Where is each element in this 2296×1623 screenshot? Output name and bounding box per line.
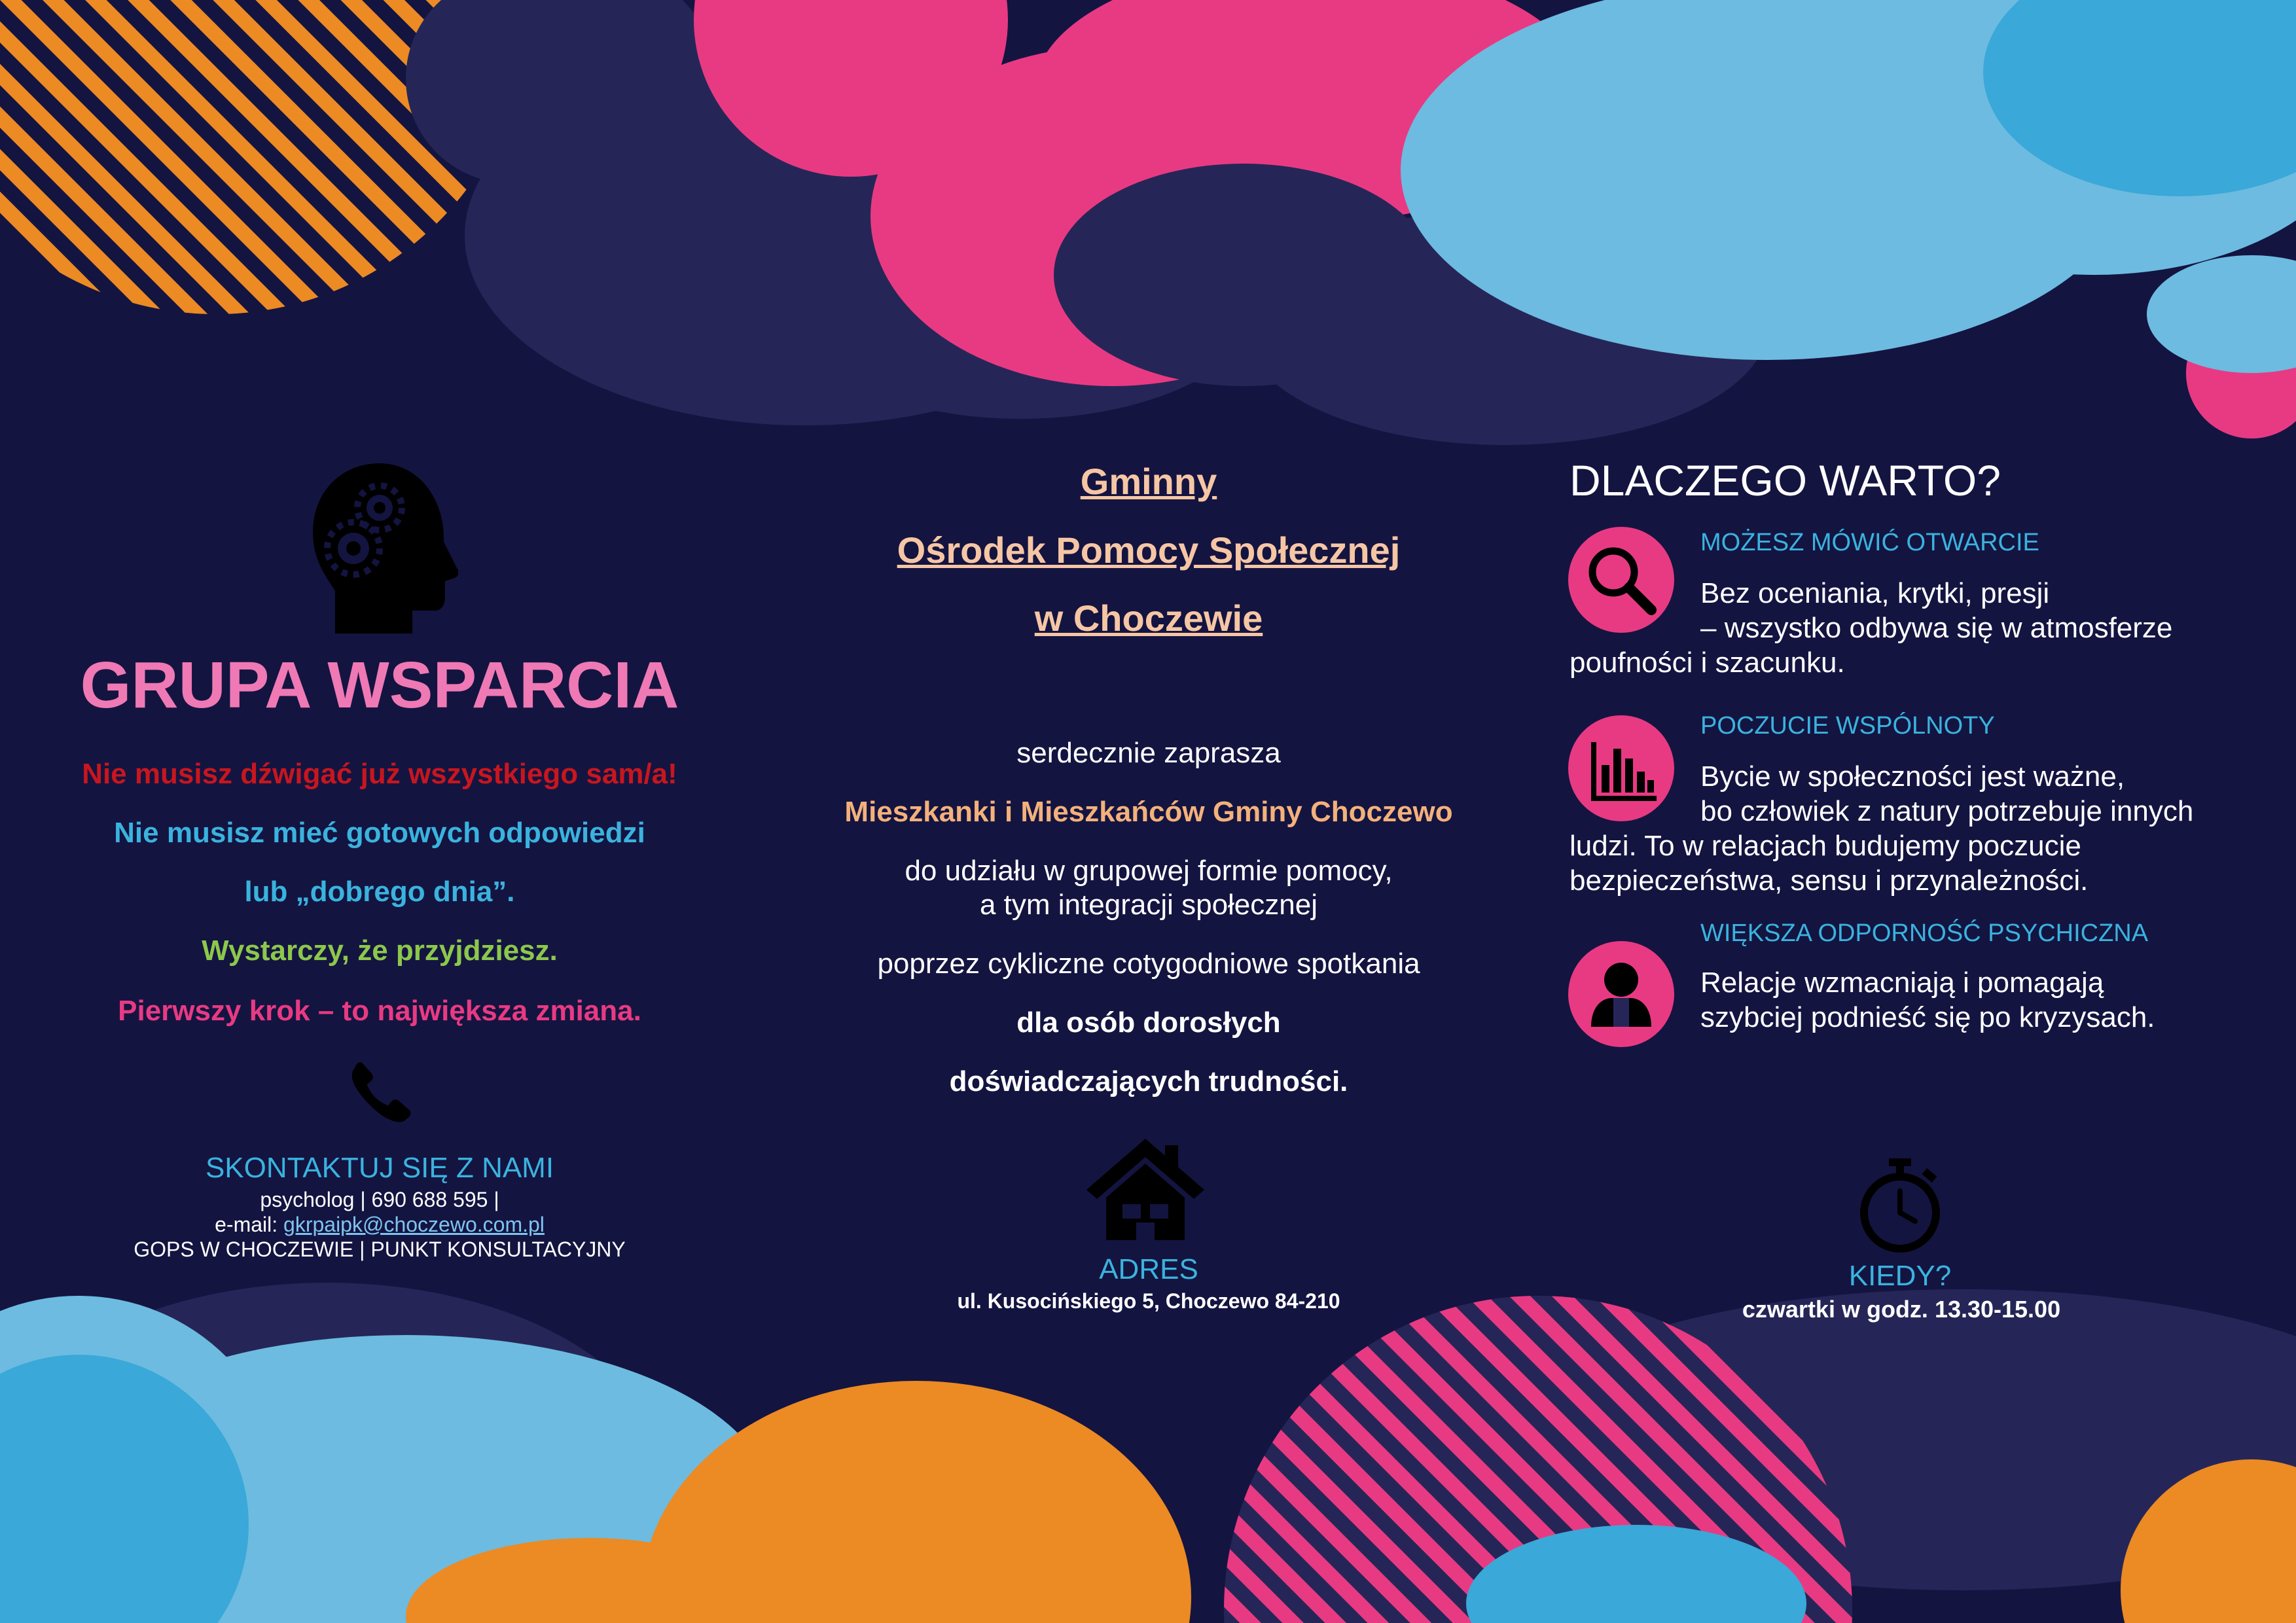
phone-icon [350, 1060, 412, 1122]
magnifier-badge [1568, 527, 1674, 633]
benefit-text: ludzi. To w relacjach budujemy poczucie [1570, 830, 2081, 862]
benefit-text: Bez oceniania, krytki, presji [1700, 577, 2050, 609]
bar-chart-icon [1582, 729, 1660, 808]
purpose-line-2: a tym integracji społecznej [979, 889, 1318, 921]
slogan-line: Nie musisz mieć gotowych odpowiedzi [114, 817, 645, 849]
benefit-text: – wszystko odbywa się w atmosferze [1700, 612, 2173, 644]
org-name-line-2: Ośrodek Pomocy Społecznej [897, 529, 1401, 571]
email-link[interactable]: gkrpaipk@choczewo.com.pl [283, 1213, 545, 1236]
contact-phone: psycholog | 690 688 595 | [260, 1188, 499, 1211]
target-line-1: dla osób dorosłych [1016, 1007, 1281, 1039]
invite-text: serdecznie zaprasza [1016, 737, 1281, 769]
benefit-title: POCZUCIE WSPÓLNOTY [1700, 712, 1995, 740]
org-name-line-3: w Choczewie [1034, 597, 1263, 639]
benefit-text: bo człowiek z natury potrzebuje innych [1700, 795, 2194, 827]
stopwatch-icon [1857, 1158, 1943, 1253]
org-name-line-1: Gminny [1080, 461, 1217, 502]
person-icon [1582, 955, 1660, 1033]
head-with-gears-icon [308, 463, 458, 633]
benefit-title: WIĘKSZA ODPORNOŚĆ PSYCHICZNA [1700, 919, 2149, 947]
page-title: GRUPA WSPARCIA [80, 649, 679, 722]
contact-email-line [65, 1213, 694, 1237]
benefit-text: szybciej podnieść się po kryzysach. [1700, 1001, 2155, 1033]
address-heading: ADRES [1099, 1253, 1198, 1285]
person-badge [1568, 941, 1674, 1047]
benefit-title: MOŻESZ MÓWIĆ OTWARCIE [1700, 529, 2039, 556]
contact-heading: SKONTAKTUJ SIĘ Z NAMI [205, 1152, 554, 1184]
slogan-line: lub „dobrego dnia”. [244, 876, 515, 908]
address-line: ul. Kusocińskiego 5, Choczewo 84-210 [957, 1289, 1340, 1313]
contact-org: GOPS W CHOCZEWIE | PUNKT KONSULTACYJNY [134, 1238, 626, 1261]
benefit-text: bezpieczeństwa, sensu i przynależności. [1570, 865, 2089, 897]
slogan-line: Wystarczy, że przyjdziesz. [202, 935, 558, 967]
slogan-line: Nie musisz dźwigać już wszystkiego sam/a! [82, 758, 677, 790]
slogan-line: Pierwszy krok – to największa zmiana. [118, 995, 641, 1027]
email-label: e-mail: [215, 1213, 284, 1236]
magnifier-icon [1582, 541, 1660, 619]
when-heading: KIEDY? [1848, 1260, 1952, 1292]
benefit-text: Relacje wzmacniają i pomagają [1700, 967, 2104, 999]
benefit-text: poufności i szacunku. [1570, 647, 1845, 679]
target-line-2: doświadczających trudności. [949, 1065, 1348, 1097]
benefit-text: Bycie w społeczności jest ważne, [1700, 760, 2125, 793]
purpose-line-1: do udziału w grupowej formie pomocy, [905, 855, 1393, 887]
means-text: poprzez cykliczne cotygodniowe spotkania [877, 948, 1420, 980]
when-line: czwartki w godz. 13.30-15.00 [1742, 1296, 2061, 1323]
house-icon [1086, 1139, 1204, 1240]
chart-badge [1568, 715, 1674, 821]
audience-text: Mieszkanki i Mieszkańców Gminy Choczewo [844, 796, 1453, 828]
why-heading: DLACZEGO WARTO? [1570, 456, 2001, 505]
